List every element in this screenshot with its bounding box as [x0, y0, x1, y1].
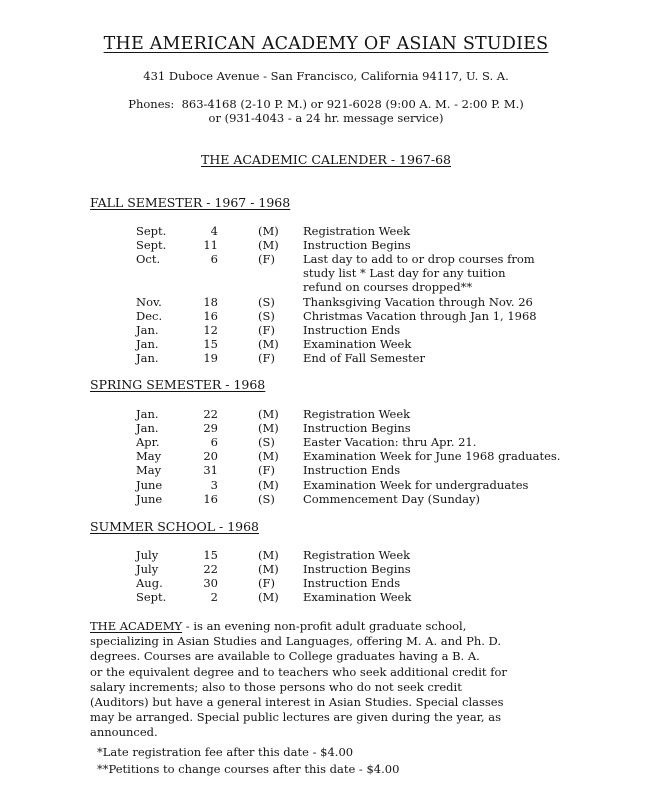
- document-title: THE AMERICAN ACADEMY OF ASIAN STUDIES: [103, 34, 549, 54]
- event-line: Easter Vacation: thru Apr. 21.: [303, 435, 477, 450]
- event-line: Instruction Begins: [303, 238, 411, 253]
- row-event: [303, 224, 603, 238]
- description-line: or the equivalent degree and to teachers who seek additional credit for: [90, 664, 507, 679]
- row-event: [303, 238, 603, 252]
- event-line: Examination Week for June 1968 graduates.: [303, 449, 561, 464]
- row-weekday: (M): [258, 407, 279, 421]
- row-weekday: (F): [258, 252, 275, 267]
- row-day: 2: [210, 590, 218, 605]
- row-weekday: (F): [258, 576, 275, 591]
- event-line: Christmas Vacation through Jan 1, 1968: [303, 308, 537, 323]
- row-weekday: (F): [258, 322, 275, 337]
- event-line: Examination Week: [303, 336, 412, 351]
- event-line: Instruction Begins: [303, 421, 411, 436]
- row-event: [303, 309, 603, 323]
- academy-lead: THE ACADEMY: [90, 619, 183, 633]
- row-weekday: (M): [258, 548, 279, 562]
- row-month: Jan.: [136, 350, 159, 365]
- row-month: Sept.: [136, 238, 167, 253]
- phones-line-2: or (931-4043 - a 24 hr. message service): [208, 111, 444, 125]
- summer-school-heading: SUMMER SCHOOL - 1968: [90, 519, 260, 534]
- row-event: [303, 295, 603, 309]
- row-month: Nov.: [136, 294, 162, 309]
- row-event: [303, 576, 603, 590]
- row-event: [303, 337, 603, 351]
- row-day: 4: [210, 224, 218, 238]
- row-month: Sept.: [136, 224, 167, 238]
- row-month: Jan.: [136, 336, 159, 351]
- event-line: Thanksgiving Vacation through Nov. 26: [303, 294, 533, 309]
- row-weekday: (S): [258, 294, 275, 309]
- row-event: [303, 548, 603, 562]
- description-line: degrees. Courses are available to College graduates having a B. A.: [90, 649, 480, 664]
- fall-semester-heading: FALL SEMESTER - 1967 - 1968: [90, 195, 291, 210]
- event-line: refund on courses dropped**: [303, 280, 473, 295]
- event-line: End of Fall Semester: [303, 350, 425, 365]
- description-line: [90, 619, 590, 634]
- row-month: Dec.: [136, 308, 163, 323]
- row-weekday: (M): [258, 224, 279, 238]
- row-month: Sept.: [136, 590, 167, 605]
- row-event: [303, 590, 603, 604]
- event-line: Instruction Ends: [303, 322, 401, 337]
- row-day: 16: [203, 491, 218, 506]
- academy-description: [90, 619, 590, 741]
- calendar-title: THE ACADEMIC CALENDER - 1967-68: [201, 152, 451, 167]
- event-line: Examination Week: [303, 590, 412, 605]
- row-event: [303, 562, 603, 576]
- row-day: 30: [203, 576, 218, 591]
- phone-numbers: [0, 97, 652, 125]
- row-event: [303, 323, 603, 337]
- row-weekday: (M): [258, 449, 279, 464]
- event-line: Last day to add to or drop courses from: [303, 252, 535, 267]
- row-weekday: (F): [258, 463, 275, 478]
- row-month: Aug.: [136, 576, 163, 591]
- row-event: [303, 252, 603, 294]
- row-event: [303, 407, 603, 421]
- phones-line-1: Phones: 863-4168 (2-10 P. M.) or 921-6028 (9:00 A. M. - 2:00 P. M.): [128, 97, 524, 111]
- description-line: salary increments; also to those persons who do not seek credit: [90, 679, 462, 694]
- row-day: 29: [203, 421, 218, 436]
- row-month: July: [136, 562, 159, 577]
- row-day: 18: [203, 294, 218, 309]
- row-month: May: [136, 449, 162, 464]
- row-event: [303, 463, 603, 477]
- description-line: may be arranged. Special public lectures are given during the year, as: [90, 710, 501, 725]
- row-day: 6: [210, 435, 218, 450]
- row-month: Apr.: [136, 435, 160, 450]
- row-day: 19: [203, 350, 218, 365]
- footnote-petitions: **Petitions to change courses after this date - $4.00: [97, 762, 400, 776]
- row-day: 22: [203, 562, 218, 577]
- row-month: June: [136, 491, 163, 506]
- row-month: May: [136, 463, 162, 478]
- row-month: June: [136, 477, 163, 492]
- description-line: specializing in Asian Studies and Languages, offering M. A. and Ph. D.: [90, 634, 501, 649]
- row-month: July: [136, 548, 159, 562]
- row-month: Jan.: [136, 407, 159, 421]
- row-event: [303, 351, 603, 365]
- row-weekday: (M): [258, 238, 279, 253]
- row-weekday: (S): [258, 308, 275, 323]
- event-line: Examination Week for undergraduates: [303, 477, 529, 492]
- row-day: 3: [210, 477, 218, 492]
- event-line: Instruction Begins: [303, 562, 411, 577]
- row-event: [303, 449, 603, 463]
- row-weekday: (M): [258, 421, 279, 436]
- row-weekday: (M): [258, 562, 279, 577]
- event-line: Registration Week: [303, 407, 411, 421]
- row-event: [303, 478, 603, 492]
- row-month: Jan.: [136, 421, 159, 436]
- row-weekday: (M): [258, 336, 279, 351]
- row-event: [303, 421, 603, 435]
- row-month: Jan.: [136, 322, 159, 337]
- address-line: 431 Duboce Avenue - San Francisco, California 94117, U. S. A.: [143, 69, 509, 83]
- row-day: 12: [203, 322, 218, 337]
- row-day: 31: [203, 463, 218, 478]
- description-line: announced.: [90, 725, 158, 740]
- description-first-line: - is an evening non-profit adult graduate school,: [182, 619, 467, 633]
- footnote-late-registration: *Late registration fee after this date - $4.00: [97, 745, 354, 759]
- row-day: 11: [203, 238, 218, 253]
- row-day: 15: [203, 548, 218, 562]
- row-month: Oct.: [136, 252, 161, 267]
- row-day: 6: [210, 252, 218, 267]
- event-line: Instruction Ends: [303, 463, 401, 478]
- event-line: Registration Week: [303, 224, 411, 238]
- event-line: Registration Week: [303, 548, 411, 562]
- description-line: (Auditors) but have a general interest in Asian Studies. Special classes: [90, 695, 504, 710]
- event-line: Commencement Day (Sunday): [303, 491, 480, 506]
- event-line: study list * Last day for any tuition: [303, 266, 506, 281]
- row-weekday: (M): [258, 590, 279, 605]
- row-weekday: (S): [258, 491, 275, 506]
- row-day: 16: [203, 308, 218, 323]
- row-weekday: (M): [258, 477, 279, 492]
- row-day: 22: [203, 407, 218, 421]
- row-event: [303, 492, 603, 506]
- spring-semester-heading: SPRING SEMESTER - 1968: [90, 377, 266, 392]
- row-day: 15: [203, 336, 218, 351]
- row-event: [303, 435, 603, 449]
- row-day: 20: [203, 449, 218, 464]
- row-weekday: (S): [258, 435, 275, 450]
- row-weekday: (F): [258, 350, 275, 365]
- event-line: Instruction Ends: [303, 576, 401, 591]
